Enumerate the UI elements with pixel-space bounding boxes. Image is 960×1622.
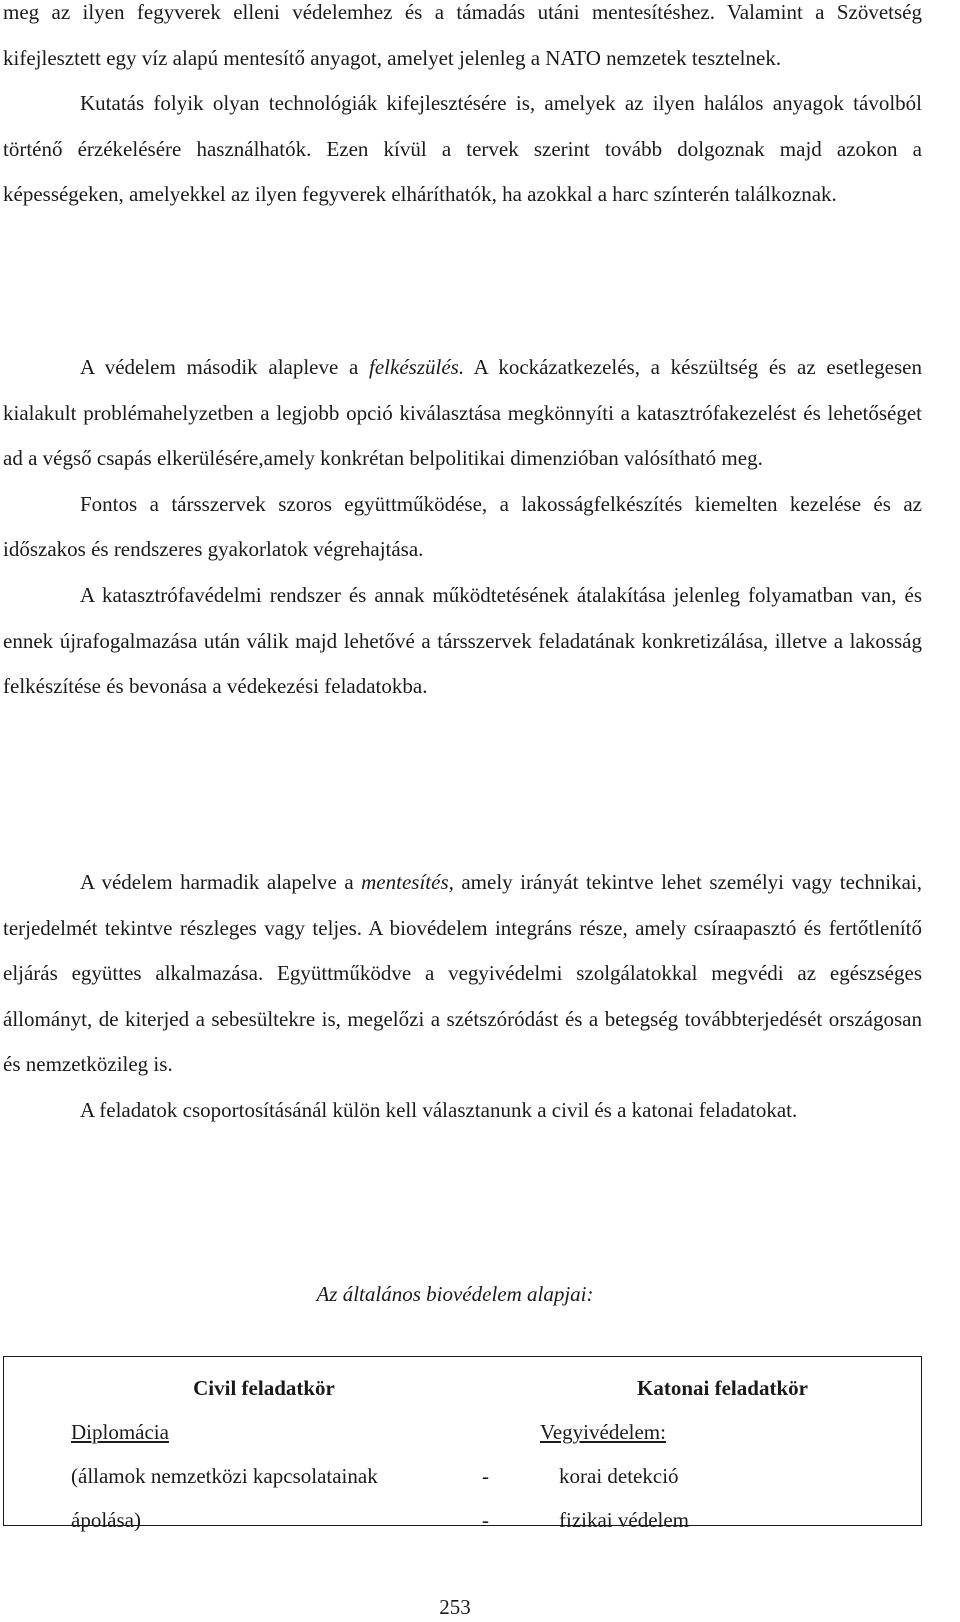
military-bullet-2: - <box>482 1508 489 1532</box>
paragraph-6-rest: amely irányát tekintve lehet személyi vagy technikai, terjedelmét tekintve részleges vagy teljes. A biovédelem integráns része, amely csíraapasztó és fertőtlenítő eljárás együttes alkalmazása. Együttműködve a vegyivédelmi szolgálatokkal megvédi az egészséges állományt, de kiterjed a sebesültekre is, megelőzi a szétszóródást és a betegség továbbterjedését országosan és nemzetközileg is. <box>3 870 923 1077</box>
military-column-header: Katonai feladatkör <box>637 1376 808 1400</box>
tasks-table <box>3 1356 922 1532</box>
military-item-title: Vegyivédelem: <box>540 1420 666 1444</box>
paragraph-5: A katasztrófavédelmi rendszer és annak működtetésének átalakítása jelenleg folyamatban van, és ennek újrafogalmazása után válik majd lehetővé a társszervek feladatának konkretizálása, illetve a lakosság felkészítése és bevonása a védekezési feladatokba. <box>3 582 922 699</box>
civil-item-description-line-2: ápolása) <box>71 1508 141 1532</box>
paragraph-3-emphasis: felkészülés. <box>369 355 465 379</box>
body-text-block-1 <box>3 0 922 218</box>
paragraph-7: A feladatok csoportosításánál külön kell választanunk a civil és a katonai feladatokat. <box>80 1097 798 1122</box>
body-text-block-3 <box>3 860 922 1134</box>
paragraph-6-emphasis: mentesítés, <box>361 870 454 894</box>
paragraph-3-rest: A kockázatkezelés, a készültség és az esetlegesen kialakult problémahelyzetben a legjobb opció kiválasztása megkönnyíti a katasztrófakezelést és lehetőséget ad a végső csapás elkerülésére,amely konkrétan belpolitikai dimenzióban valósítható meg. <box>3 355 922 471</box>
civil-column-header: Civil feladatkör <box>193 1376 335 1400</box>
military-item-early-detection: korai detekció <box>559 1464 679 1488</box>
paragraph-4: Fontos a társszervek szoros együttműködése, a lakosságfelkészítés kiemelten kezelése és az időszakos és rendszeres gyakorlatok végrehajtása. <box>3 491 922 562</box>
paragraph-6 <box>3 860 922 1088</box>
paragraph-3 <box>3 345 922 482</box>
page-number: 253 <box>439 1595 471 1619</box>
paragraph-3-lead: A védelem második alapleve a <box>80 355 370 379</box>
civil-item-title: Diplomácia <box>71 1420 169 1444</box>
paragraph-1: meg az ilyen fegyverek elleni védelemhez és a támadás utáni mentesítéshez. Valamint a Szövetség kifejlesztett egy víz alapú mentesítő anyagot, amelyet jelenleg a NATO nemzetek tesztelnek. <box>3 0 922 70</box>
military-bullet-1: - <box>482 1464 489 1488</box>
section-heading: Az általános biovédelem alapjai: <box>316 1282 594 1306</box>
civil-item-description-line-1: (államok nemzetközi kapcsolatainak <box>71 1464 378 1488</box>
paragraph-2: Kutatás folyik olyan technológiák kifejlesztésére is, amelyek az ilyen halálos anyagok távolból történő érzékelésére használhatók. Ezen kívül a tervek szerint tovább dolgoznak majd azokon a képességeken, amelyekkel az ilyen fegyverek elháríthatók, ha azokkal a harc színterén találkoznak. <box>3 91 922 207</box>
military-item-physical-protection: fizikai védelem <box>559 1508 690 1532</box>
body-text-block-2 <box>3 345 922 710</box>
paragraph-6-lead: A védelem harmadik alapelve a <box>80 870 362 894</box>
